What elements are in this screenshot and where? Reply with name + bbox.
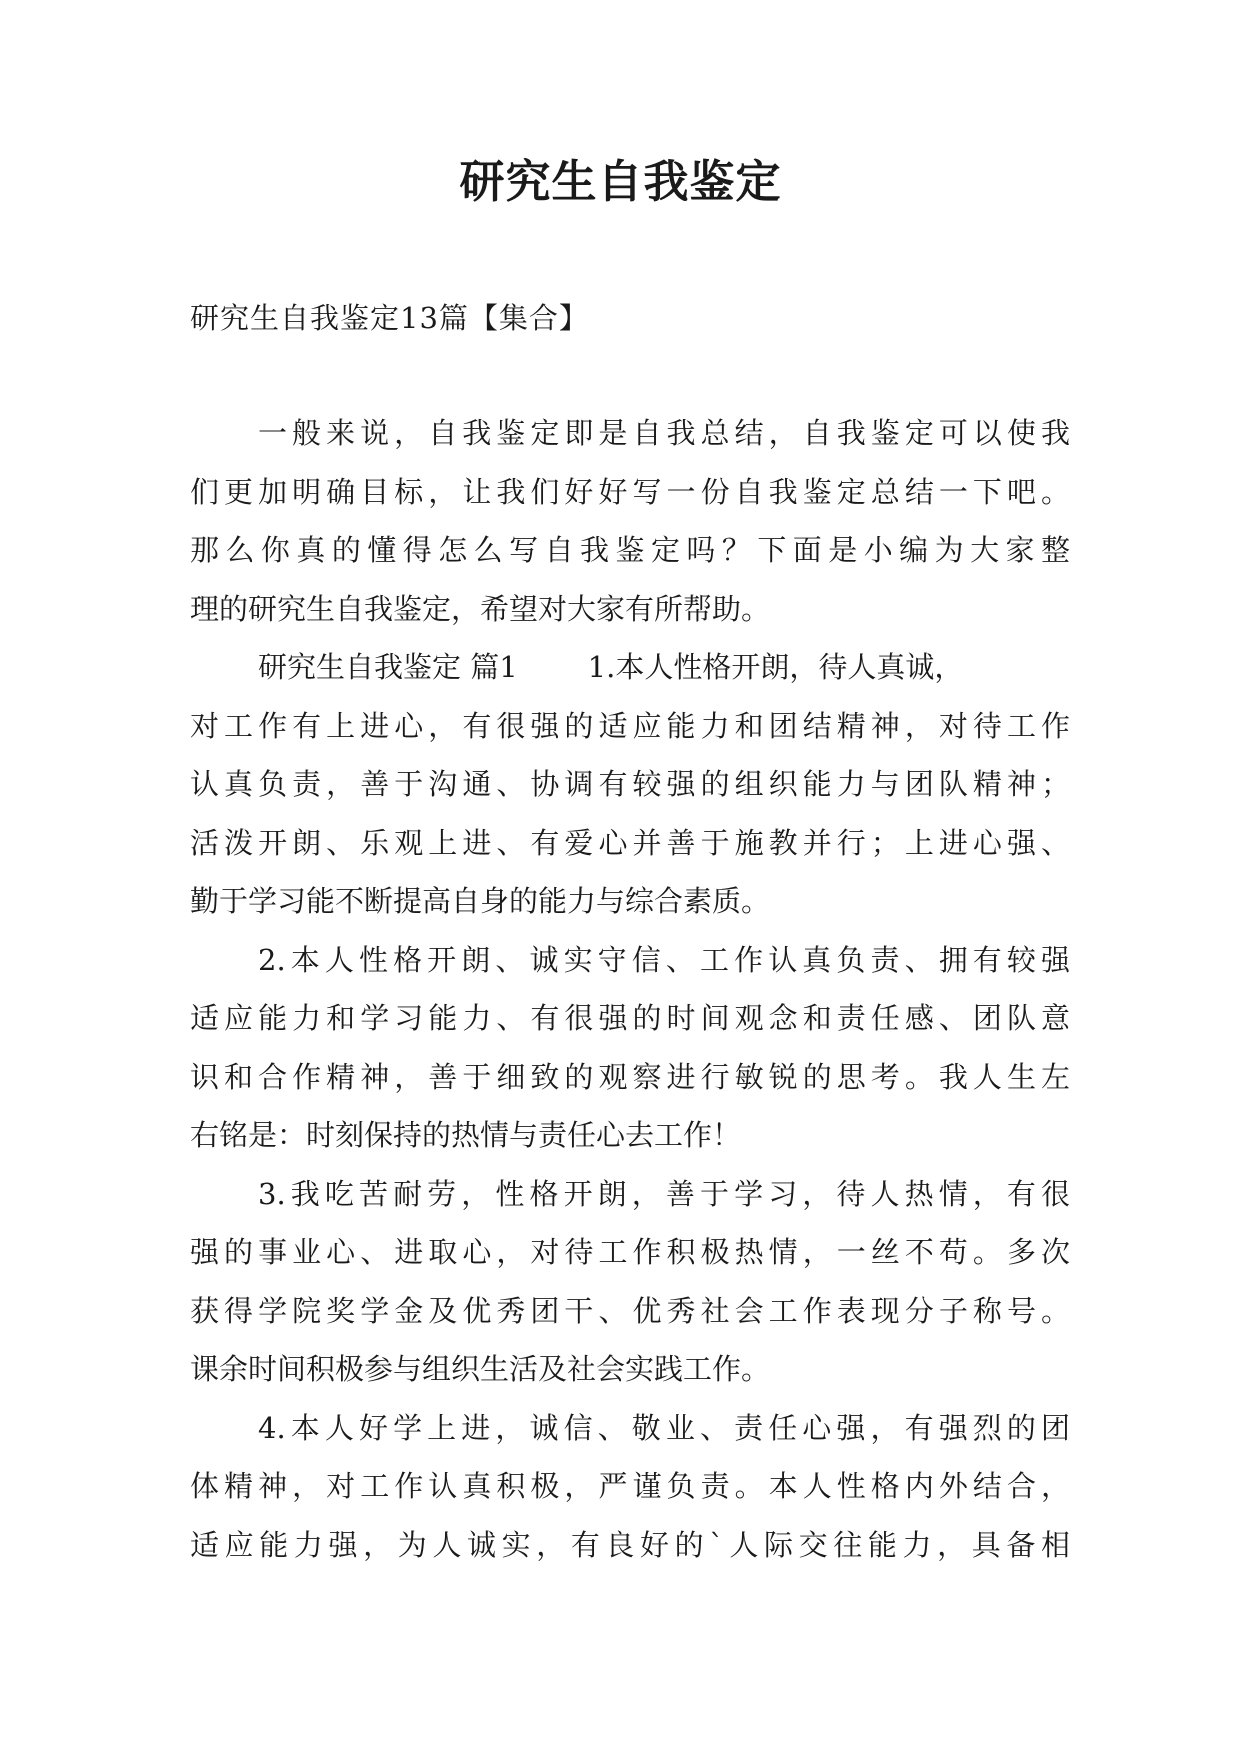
document-subtitle: 研究生自我鉴定13篇【集合】 (190, 301, 589, 335)
item-3-line: 3.我吃苦耐劳，性格开朗，善于学习，待人热情，有很 (258, 1176, 1070, 1211)
item-4-line: 适应能力强，为人诚实，有良好的`人际交往能力，具备相 (190, 1527, 1070, 1562)
item-1-first-line: 1.本人性格开朗，待人真诚， (587, 650, 964, 684)
item-3-line: 获得学院奖学金及优秀团干、优秀社会工作表现分子称号。 (190, 1293, 1070, 1328)
section-heading: 研究生自我鉴定 篇1 (258, 650, 518, 684)
intro-line: 那么你真的懂得怎么写自我鉴定吗？下面是小编为大家整 (190, 533, 1070, 567)
item-4-line: 体精神，对工作认真积极，严谨负责。本人性格内外结合， (190, 1469, 1070, 1503)
item-1-line: 活泼开朗、乐观上进、有爱心并善于施教并行；上进心强、 (190, 825, 1070, 860)
item-2-line: 适应能力和学习能力、有很强的时间观念和责任感、团队意 (190, 1001, 1070, 1035)
item-3-line: 强的事业心、进取心，对待工作积极热情，一丝不苟。多次 (190, 1235, 1070, 1269)
intro-line: 一般来说，自我鉴定即是自我总结，自我鉴定可以使我 (258, 416, 1070, 450)
document-body (190, 404, 1070, 1574)
item-4-line: 4.本人好学上进，诚信、敬业、责任心强，有强烈的团 (258, 1410, 1070, 1445)
item-2-line: 右铭是：时刻保持的热情与责任心去工作！ (190, 1118, 742, 1152)
item-1-line: 勤于学习能不断提高自身的能力与综合素质。 (190, 884, 771, 918)
item-2-line: 2.本人性格开朗、诚实守信、工作认真负责、拥有较强 (258, 942, 1070, 977)
item-3-line: 课余时间积极参与组织生活及社会实践工作。 (190, 1352, 771, 1386)
item-2-line: 识和合作精神，善于细致的观察进行敏锐的思考。我人生左 (190, 1059, 1070, 1094)
document-title: 研究生自我鉴定 (459, 155, 782, 208)
item-1-line: 对工作有上进心，有很强的适应能力和团结精神，对待工作 (190, 708, 1070, 743)
intro-line: 们更加明确目标，让我们好好写一份自我鉴定总结一下吧。 (190, 474, 1070, 509)
item-1-line: 认真负责，善于沟通、协调有较强的组织能力与团队精神； (190, 767, 1070, 801)
section-heading-line (190, 638, 1070, 697)
intro-line: 理的研究生自我鉴定，希望对大家有所帮助。 (190, 591, 771, 626)
